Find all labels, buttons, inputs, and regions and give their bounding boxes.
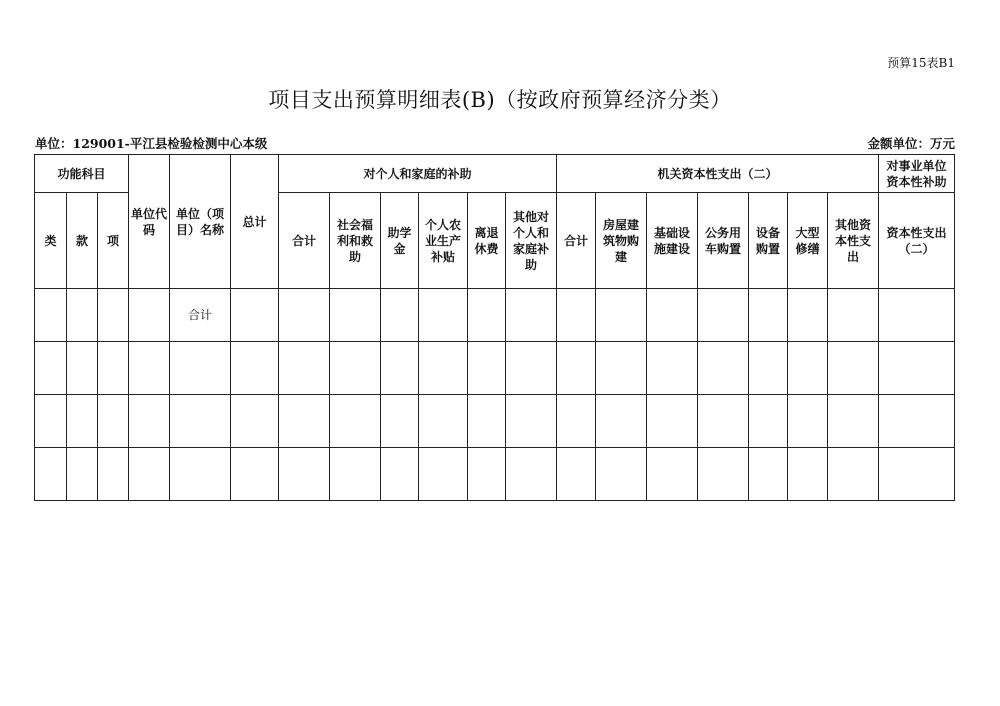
table-cell xyxy=(879,289,955,342)
header-farm-subsidy: 个人农业生产补贴 xyxy=(419,193,468,289)
table-cell xyxy=(98,289,129,342)
table-row-total xyxy=(35,289,955,342)
table-cell xyxy=(788,395,828,448)
table-cell xyxy=(647,342,698,395)
table-cell xyxy=(557,395,596,448)
table-cell xyxy=(129,395,170,448)
unit-label: 单位：129001-平江县检验检测中心本级 xyxy=(35,136,268,151)
table-cell xyxy=(749,448,788,501)
header-section: 款 xyxy=(67,193,98,289)
table-cell xyxy=(749,395,788,448)
table-cell xyxy=(596,342,647,395)
table-cell xyxy=(828,395,879,448)
table-cell xyxy=(381,342,419,395)
table-cell xyxy=(698,395,749,448)
table-cell xyxy=(330,289,381,342)
table-row xyxy=(35,448,955,501)
table-cell xyxy=(231,289,279,342)
table-cell xyxy=(749,342,788,395)
table-cell xyxy=(596,448,647,501)
header-vehicles: 公务用车购置 xyxy=(698,193,749,289)
table-cell xyxy=(468,448,506,501)
table-cell xyxy=(67,448,98,501)
table-cell xyxy=(381,395,419,448)
table-cell xyxy=(557,289,596,342)
table-cell xyxy=(279,342,330,395)
table-cell xyxy=(170,342,231,395)
table-cell xyxy=(879,448,955,501)
table-cell xyxy=(129,342,170,395)
table-cell xyxy=(879,342,955,395)
header-capital-expenditure: 机关资本性支出（二） xyxy=(557,155,879,193)
header-grand-total: 总计 xyxy=(231,155,279,289)
form-code: 预算15表B1 xyxy=(887,56,955,70)
table-cell xyxy=(231,342,279,395)
table-cell xyxy=(330,342,381,395)
table-cell xyxy=(129,289,170,342)
table-cell xyxy=(506,395,557,448)
table-cell xyxy=(419,289,468,342)
table-cell xyxy=(647,448,698,501)
table-cell xyxy=(419,395,468,448)
table-cell xyxy=(98,342,129,395)
table-cell xyxy=(381,448,419,501)
table-cell xyxy=(170,395,231,448)
table-cell xyxy=(828,289,879,342)
header-unit-code: 单位代码 xyxy=(129,155,170,289)
header-function-subject: 功能科目 xyxy=(35,155,129,193)
table-cell xyxy=(557,448,596,501)
table-cell xyxy=(468,289,506,342)
table-cell xyxy=(170,448,231,501)
header-capital-subtotal: 合计 xyxy=(557,193,596,289)
table-cell xyxy=(279,395,330,448)
table-cell xyxy=(279,448,330,501)
table-cell xyxy=(419,448,468,501)
table-cell xyxy=(698,448,749,501)
table-cell xyxy=(788,289,828,342)
table-cell xyxy=(67,395,98,448)
table-cell xyxy=(879,395,955,448)
header-repairs: 大型修缮 xyxy=(788,193,828,289)
table-cell xyxy=(698,342,749,395)
header-unit-name: 单位（项目）名称 xyxy=(170,155,231,289)
table-cell xyxy=(506,342,557,395)
table-cell xyxy=(419,342,468,395)
table-cell xyxy=(98,448,129,501)
table-cell xyxy=(98,395,129,448)
table-cell xyxy=(231,448,279,501)
total-row-label: 合计 xyxy=(170,289,231,342)
table-cell xyxy=(67,342,98,395)
table-cell xyxy=(596,289,647,342)
header-infrastructure: 基础设施建设 xyxy=(647,193,698,289)
table-cell xyxy=(129,448,170,501)
table-cell xyxy=(506,448,557,501)
table-row xyxy=(35,395,955,448)
table-cell xyxy=(231,395,279,448)
header-other-personal: 其他对个人和家庭补助 xyxy=(506,193,557,289)
table-cell xyxy=(788,342,828,395)
header-social-welfare: 社会福利和救助 xyxy=(330,193,381,289)
header-other-capital: 其他资本性支出 xyxy=(828,193,879,289)
amount-unit-label: 金额单位：万元 xyxy=(867,136,955,151)
header-retirement: 离退休费 xyxy=(468,193,506,289)
header-category: 类 xyxy=(35,193,67,289)
header-building: 房屋建筑物购建 xyxy=(596,193,647,289)
table-row xyxy=(35,342,955,395)
table-cell xyxy=(35,289,67,342)
table-cell xyxy=(35,342,67,395)
table-cell xyxy=(698,289,749,342)
table-cell xyxy=(35,395,67,448)
header-capital-expenditure-2: 资本性支出（二） xyxy=(879,193,955,289)
table-cell xyxy=(828,448,879,501)
table-cell xyxy=(788,448,828,501)
table-cell xyxy=(749,289,788,342)
header-item: 项 xyxy=(98,193,129,289)
header-personal-subtotal: 合计 xyxy=(279,193,330,289)
header-student-aid: 助学金 xyxy=(381,193,419,289)
table-cell xyxy=(468,395,506,448)
table-cell xyxy=(330,395,381,448)
table-cell xyxy=(67,289,98,342)
header-personal-subsidy: 对个人和家庭的补助 xyxy=(279,155,557,193)
table-cell xyxy=(506,289,557,342)
table-cell xyxy=(468,342,506,395)
table-cell xyxy=(647,289,698,342)
table-cell xyxy=(557,342,596,395)
page-title: 项目支出预算明细表(B)（按政府预算经济分类） xyxy=(268,88,732,112)
table-cell xyxy=(828,342,879,395)
table-cell xyxy=(381,289,419,342)
table-cell xyxy=(596,395,647,448)
table-cell xyxy=(647,395,698,448)
table-cell xyxy=(35,448,67,501)
header-enterprise-subsidy: 对事业单位资本性补助 xyxy=(879,155,955,193)
header-equipment: 设备购置 xyxy=(749,193,788,289)
table-cell xyxy=(279,289,330,342)
budget-table xyxy=(34,154,955,501)
table-cell xyxy=(330,448,381,501)
